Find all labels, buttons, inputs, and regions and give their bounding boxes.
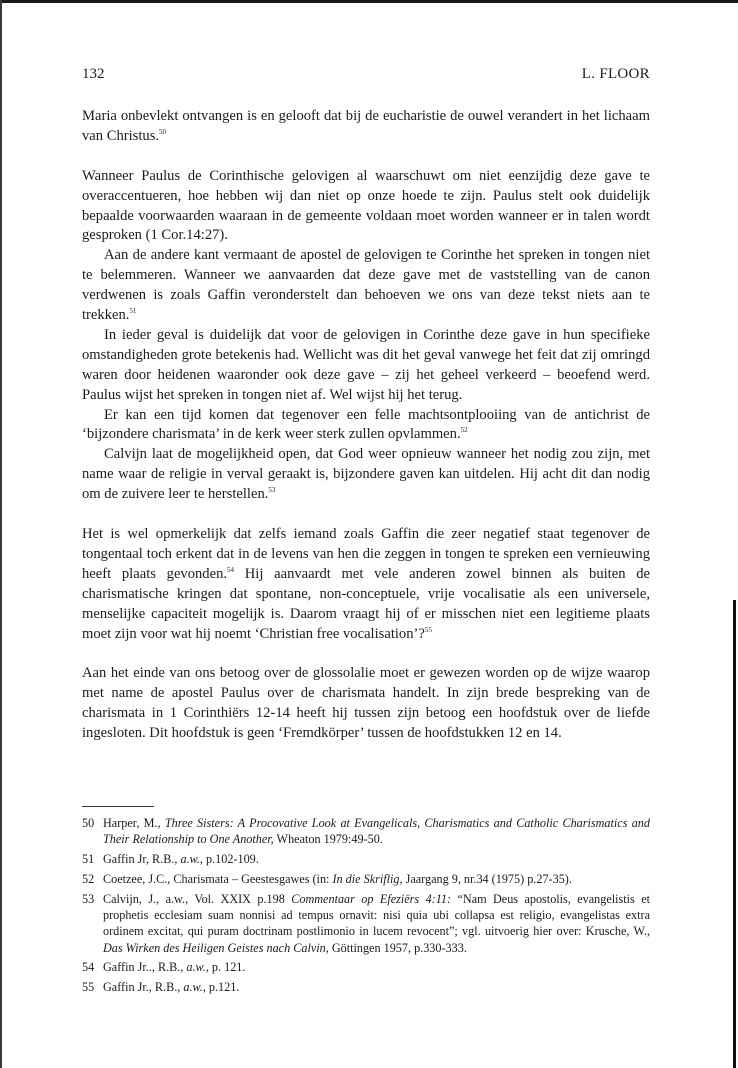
paragraph [82, 406, 650, 446]
text-run: Göttingen 1957, p.330-333. [328, 940, 467, 955]
text-run: Gaffin Jr.., R.B., [103, 960, 187, 975]
italic-title: a.w., [180, 852, 203, 867]
paragraph [82, 326, 650, 406]
text-run: Calvijn laat de mogelijkheid open, dat God weer opnieuw wanneer het nodig zou zijn, met name waar de religie in verval geraakt is, bijzondere gaven kan uitdelen. Hij acht dit dan nodig om de zuivere leer te herstellen. [82, 446, 650, 503]
text-run: “Nam Deus apostolis, evangelistis et prophetis ecclesiam suam nonnisi ad tempus ornavit: nisi quia ubi collapsa est religio, evangelistas extra ordinem excitat, qui puram doctrinam postlimonio in lucem revocent”; vgl. uitvoerig hier over: Krusche, W., [103, 891, 651, 939]
italic-title: Commentaar op Efeziërs 4:11: [291, 891, 452, 906]
footnote-number: 53 [82, 891, 95, 906]
footnote-ref: 53 [268, 486, 276, 495]
scan-edge-top [0, 0, 738, 3]
scan-edge-right [733, 600, 736, 1068]
footnote-ref: 54 [227, 565, 235, 574]
text-run: Jaargang 9, nr.34 (1975) p.27-35). [402, 871, 572, 886]
footnote [82, 891, 650, 956]
text-run: p.121. [205, 980, 240, 995]
footnote [82, 815, 650, 848]
footnote-number: 55 [82, 980, 95, 995]
text-run: p.102-109. [202, 852, 259, 867]
footnote-ref: 55 [424, 625, 432, 634]
footnote [82, 851, 650, 867]
body-text [82, 107, 650, 744]
page-header [82, 66, 650, 86]
text-run: Maria onbevlekt ontvangen is en gelooft dat bij de eucharistie de ouwel verandert in het lichaam van Christus. [82, 108, 650, 144]
text-run: Calvijn, J., a.w., Vol. XXIX p.198 [103, 891, 292, 906]
text-run: Gaffin Jr., R.B., [103, 980, 184, 995]
text-run: p. 121. [208, 960, 246, 975]
text-run: Aan het einde van ons betoog over de glossolalie moet er gewezen worden op de wijze waarop met name de apostel Paulus over de charismata handelt. In zijn brede bespreking van de charismata in 1 Corinthiërs 12-14 heeft hij tussen zijn betoog een hoofdstuk over de liefde ingesloten. Dit hoofdstuk is geen ‘Fremdkörper’ tussen de hoofdstukken 12 en 14. [82, 665, 650, 742]
footnote-rule [82, 806, 154, 807]
paragraph [82, 445, 650, 505]
text-run: Wheaton 1979:49-50. [273, 832, 383, 847]
footnote [82, 871, 650, 887]
text-run: Het is wel opmerkelijk dat zelfs iemand zoals Gaffin die zeer negatief staat tegenover de tongentaal toch erkent dat in de levens van hen die zeggen in tongen te spreken een vernieuwing heeft plaats gevonden. [82, 526, 650, 582]
footnote-ref: 51 [129, 307, 137, 316]
italic-title: a.w., [183, 980, 206, 995]
text-run: Aan de andere kant vermaant de apostel de gelovigen te Corinthe het spreken in tongen niet te belemmeren. Wanneer we aanvaarden dat deze gave met de vaststelling van de canon verdwenen is zoals Gaffin veronderstelt dan behoeven we ons van deze tekst niets aan te trekken. [82, 247, 650, 324]
text-run: Wanneer Paulus de Corinthische gelovigen al waarschuwt om niet eenzijdig deze gave te overaccentueren, hoe hebben wij dan niet op onze hoede te zijn. Paulus stelt ook duidelijk bepaalde voorwaarden waaraan in de gemeente voldaan moet worden wanneer er in talen wordt gesproken (1 Cor.14:27). [82, 167, 650, 244]
paragraph [82, 107, 650, 147]
text-run: Harper, M., [103, 816, 165, 830]
page-number: 132 [82, 66, 105, 82]
paragraph [82, 525, 650, 644]
italic-title: Three Sisters: A Procovative Look at Evangelicals, Charismatics and Catholic Charismatics and Their Relationship to One Another, [103, 816, 650, 847]
footnote-number: 50 [82, 816, 95, 830]
footnote [82, 959, 650, 975]
footnote-number: 52 [82, 871, 95, 886]
italic-title: Das Wirken des Heiligen Geistes nach Calvin, [103, 940, 329, 955]
footnotes [82, 815, 650, 999]
footnote-number: 51 [82, 852, 95, 867]
text-run: Er kan een tijd komen dat tegenover een felle machtsontplooiing van de antichrist de ‘bijzondere charismata’ in de kerk weer sterk zullen opvlammen. [82, 406, 650, 443]
paragraph [82, 167, 650, 247]
text-run: In ieder geval is duidelijk dat voor de gelovigen in Corinthe deze gave in hun specifieke omstandigheden grote betekenis had. Wellicht was dit het geval vanwege het feit dat zij omringd waren door heidenen waaronder ook deze gave – zij het geheel verkeerd – beoefend werd. Paulus wijst het spreken in tongen niet af. Wel wijst hij het terug. [82, 326, 650, 403]
footnote-ref: 50 [159, 127, 167, 136]
paragraph [82, 246, 650, 326]
running-head: L. FLOOR [581, 66, 650, 82]
paragraph [82, 664, 650, 744]
footnote [82, 979, 650, 995]
text-run: Hij aanvaardt met vele anderen zowel binnen als buiten de charismatische kringen dat spontane, non-conceptuele, vrije vocalisatie als een universele, menselijke capaciteit mogelijk is. Daarom vraagt hij of er misschen niet een legitieme plaats moet zijn voor wat hij noemt ‘Christian free vocalisation’? [82, 565, 650, 642]
footnote-number: 54 [82, 960, 95, 975]
italic-title: a.w., [186, 960, 209, 975]
text-run: Gaffin Jr, R.B., [103, 852, 181, 867]
text-run: Coetzee, J.C., Charismata – Geestesgawes (in: [103, 871, 333, 886]
italic-title: In die Skriflig, [332, 871, 403, 886]
footnote-ref: 52 [460, 426, 468, 435]
scan-edge-left [0, 0, 2, 1068]
